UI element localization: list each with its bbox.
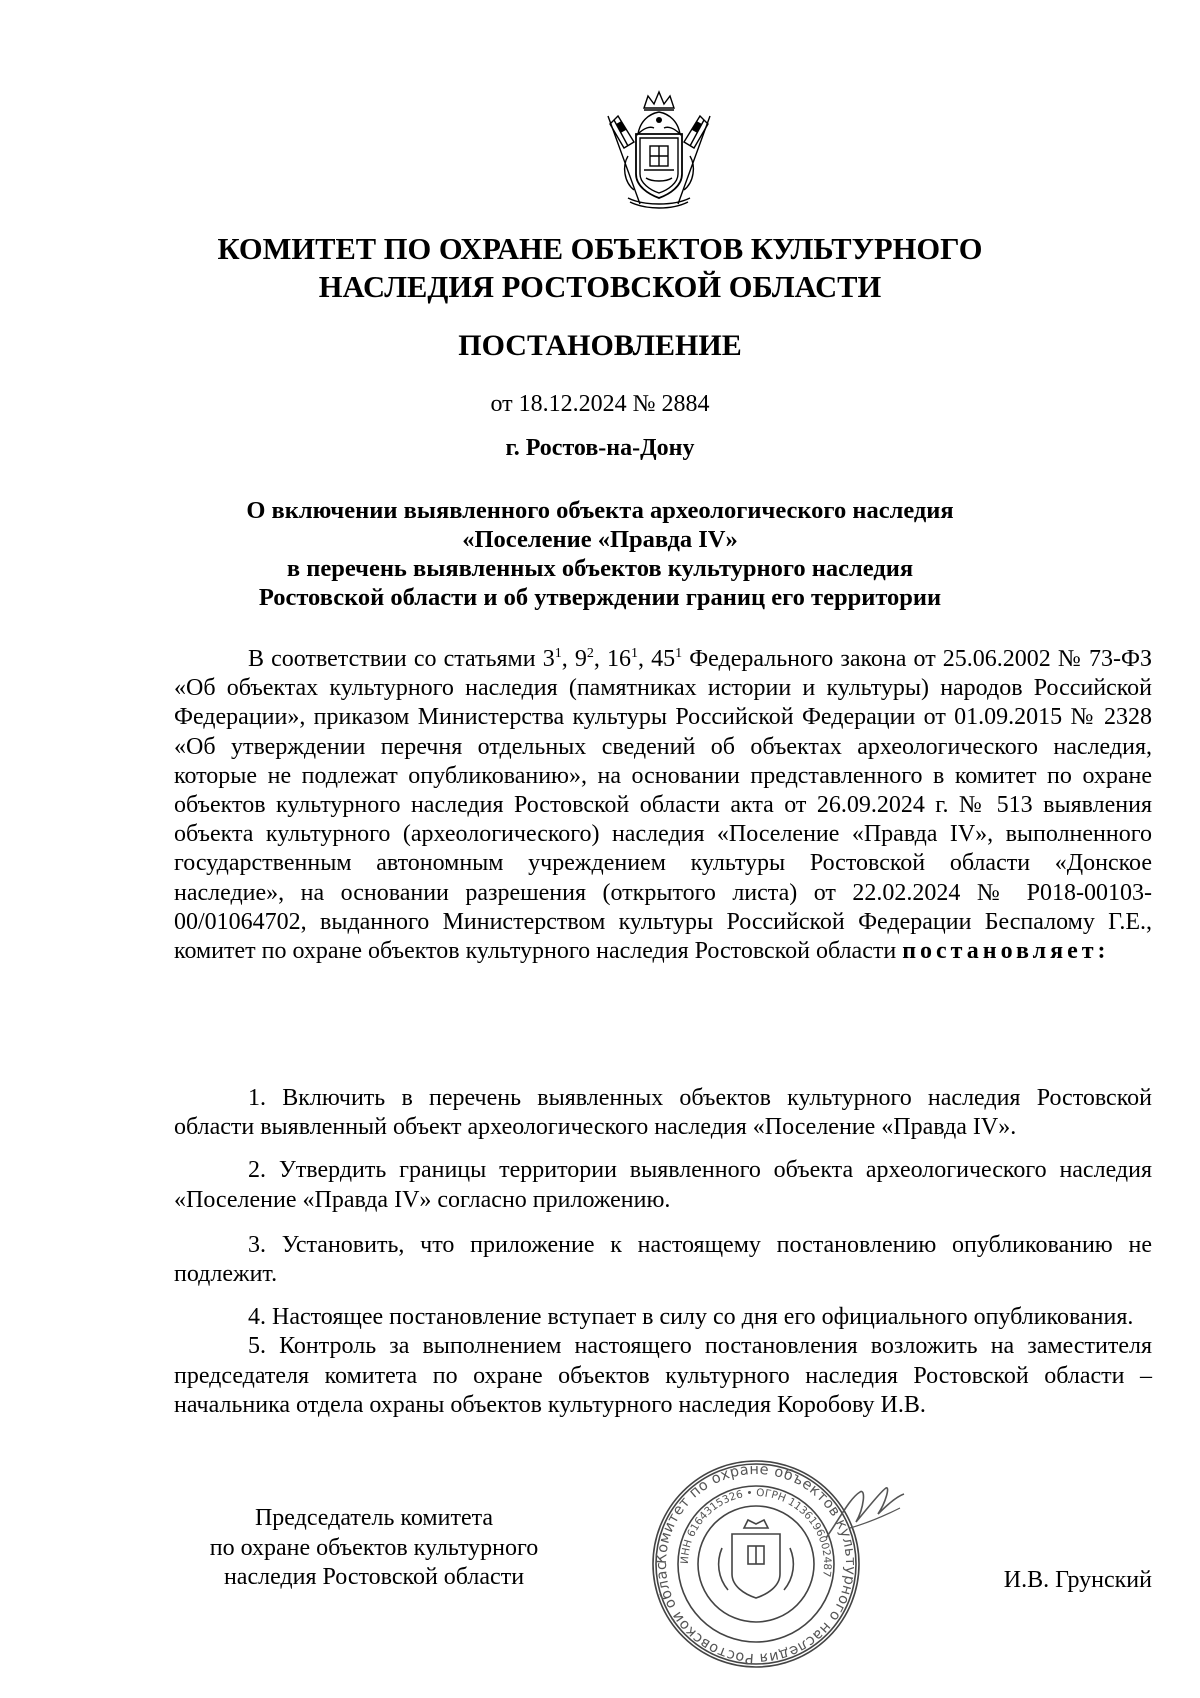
decree-word: постановляет: bbox=[902, 938, 1110, 965]
document-city: г. Ростов-на-Дону bbox=[505, 435, 695, 461]
decree-item-5: 5. Контроль за выполнением настоящего постановления возложить на заместителя председателя комитета по охране объектов культурного наследия Ростовской области – начальника отдела охраны объектов культурного наследия Коробову И.В. bbox=[174, 1333, 1152, 1418]
signatory-name: И.В. Грунский bbox=[1003, 1567, 1152, 1593]
decree-item-4: 4. Настоящее постановление вступает в силу со дня его официального опубликования. bbox=[248, 1304, 1134, 1331]
document-date-number: от 18.12.2024 № 2884 bbox=[490, 391, 710, 417]
signatory-title-line-3: наследия Ростовской области bbox=[223, 1564, 525, 1590]
decree-item-2: 2. Утвердить границы территории выявленного объекта археологического наследия «Поселение «Правда IV» согласно приложению. bbox=[174, 1157, 1152, 1213]
org-line-2: НАСЛЕДИЯ РОСТОВСКОЙ ОБЛАСТИ bbox=[318, 270, 882, 304]
signatory-title bbox=[174, 1504, 574, 1593]
signatory-title-line-1: Председатель комитета bbox=[254, 1505, 494, 1531]
preamble-text-a: В соответствии со статьями 3 bbox=[248, 646, 555, 672]
subject-line-2: «Поселение «Правда IV» bbox=[462, 526, 738, 553]
subject-line-3: в перечень выявленных объектов культурного наследия bbox=[286, 555, 914, 582]
preamble-text-d: , 45 bbox=[637, 646, 676, 672]
preamble-sup-3: 1 bbox=[630, 646, 638, 661]
preamble-text-e: Федерального закона от 25.06.2002 № 73-ФЗ «Об объектах культурного наследия (памятниках истории и культуры) народов Российской Федерации», приказом Министерства культуры Российской Федерации от 01.09.2015 № 2328 «Об утверждении перечня отдельных сведений об объектах археологического наследия, которые не подлежат опубликованию», на основании представленного в комитет по охране объектов культурного наследия Ростовской области акта от 26.09.2024 г. № 513 выявления объекта культурного (археологического) наследия «Поселение «Правда IV», выполненного государственным автономным учреждением культуры Ростовской области «Донское наследие», на основании разрешения (открытого листа) от 22.02.2024 № Р018-00103-00/01064702, выданного Министерством культуры Российской Федерации Беспалому Г.Е., комитет по охране объектов культурного наследия Ростовской области bbox=[174, 646, 1153, 965]
organization-name bbox=[0, 230, 1200, 306]
decree-items bbox=[174, 1084, 1152, 1420]
stamp-outer-text: Комитет по охране объектов культурного наследия Ростовской облас bbox=[653, 1461, 859, 1667]
preamble bbox=[174, 645, 1152, 966]
preamble-text-b: , 9 bbox=[561, 646, 587, 672]
preamble-sup-4: 1 bbox=[675, 646, 683, 661]
signatory-title-line-2: по охране объектов культурного bbox=[209, 1534, 539, 1561]
subject-line-4: Ростовской области и об утверждении границ его территории bbox=[258, 584, 942, 611]
stamp-inner-text: ИНН 6164315326 • ОГРН 1136196002487 bbox=[678, 1486, 834, 1578]
coat-of-arms-icon bbox=[604, 86, 714, 212]
preamble-sup-1: 1 bbox=[554, 646, 562, 661]
subject-line-1: О включении выявленного объекта археологического наследия bbox=[246, 497, 954, 524]
document-type: ПОСТАНОВЛЕНИЕ bbox=[458, 329, 742, 362]
document-subject bbox=[0, 496, 1200, 612]
preamble-sup-2: 2 bbox=[586, 646, 594, 661]
org-line-1: КОМИТЕТ ПО ОХРАНЕ ОБЪЕКТОВ КУЛЬТУРНОГО bbox=[217, 232, 983, 266]
decree-item-3: 3. Установить, что приложение к настоящему постановлению опубликованию не подлежит. bbox=[174, 1231, 1152, 1288]
handwritten-signature-icon bbox=[820, 1478, 910, 1558]
decree-item-1: 1. Включить в перечень выявленных объектов культурного наследия Ростовской области выявленный объект археологического наследия «Поселение «Правда IV». bbox=[174, 1085, 1152, 1141]
preamble-text-c: , 16 bbox=[593, 646, 631, 672]
preamble-paragraph bbox=[174, 645, 1152, 966]
